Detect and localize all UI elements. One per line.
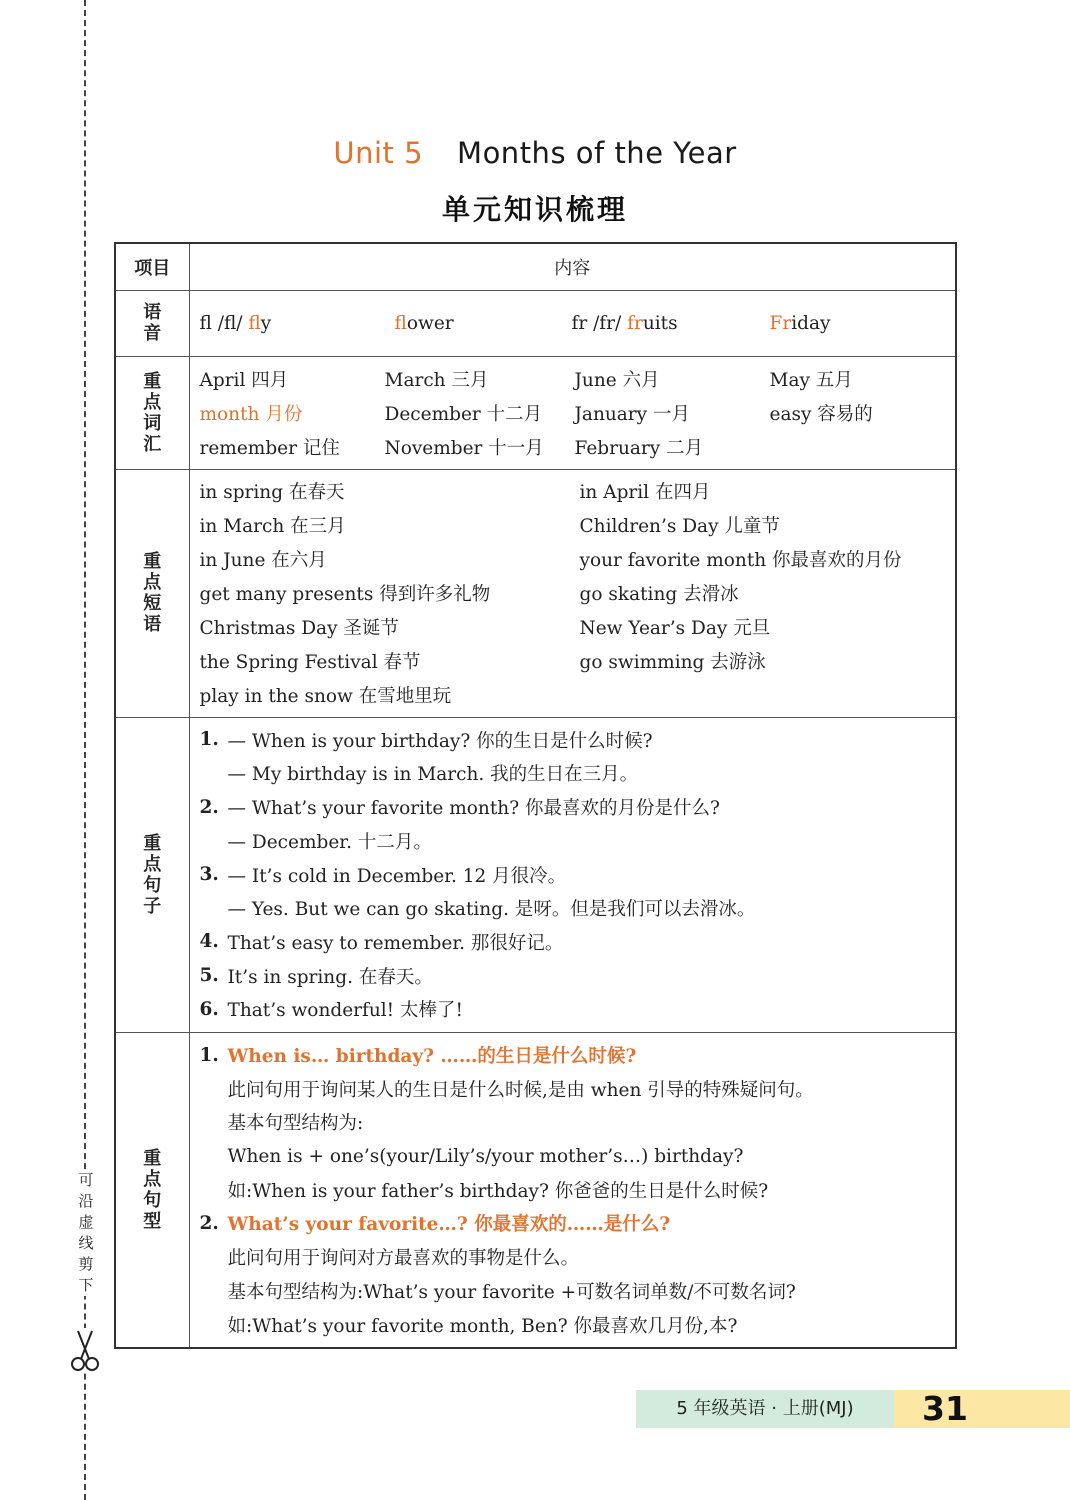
phrase-row bbox=[115, 469, 956, 717]
sound-item: fr /fr/ fruits bbox=[571, 312, 678, 334]
phrase: in spring 在春天 bbox=[199, 482, 345, 503]
sentence-line: 6. That’s wonderful! 太棒了! bbox=[199, 998, 463, 1022]
phrase: get many presents 得到许多礼物 bbox=[199, 584, 491, 605]
knowledge-table bbox=[114, 242, 957, 1349]
pattern-row bbox=[115, 1032, 956, 1348]
pattern-line: 基本句型结构为: bbox=[227, 1113, 364, 1135]
unit-name: Months of the Year bbox=[457, 136, 737, 170]
sentence-label: 重点句子 bbox=[143, 832, 162, 917]
vocab-word: February 二月 bbox=[574, 437, 704, 459]
pattern-line: 如:What’s your favorite month, Ben? 你最喜欢几月份,本? bbox=[227, 1315, 738, 1337]
sentence-line: 4. That’s easy to remember. 那很好记。 bbox=[199, 931, 564, 954]
sentence-line: — Yes. But we can go skating. 是呀。但是我们可以去滑冰。 bbox=[227, 899, 756, 921]
header-content: 内容 bbox=[189, 243, 956, 290]
phrase: your favorite month 你最喜欢的月份 bbox=[579, 550, 902, 571]
phrase: Christmas Day 圣诞节 bbox=[199, 618, 399, 639]
vocab-word: January 一月 bbox=[574, 403, 690, 425]
pattern-line: 此问句用于询问某人的生日是什么时候,是由 when 引导的特殊疑问句。 bbox=[227, 1079, 814, 1101]
sound-item: fl /fl/ fly bbox=[199, 312, 272, 334]
vocab-word: March 三月 bbox=[384, 369, 489, 391]
phrase-line bbox=[200, 610, 956, 644]
phrase-line bbox=[200, 508, 956, 542]
phrase-line bbox=[200, 644, 956, 678]
page-number: 31 bbox=[894, 1390, 1070, 1428]
phrase: in June 在六月 bbox=[199, 550, 327, 571]
vocab-line bbox=[200, 362, 956, 396]
sentence-row bbox=[115, 717, 956, 1032]
table-header-row bbox=[115, 243, 956, 290]
cut-hint: 可 沿 虚 线 剪 下 bbox=[76, 1170, 96, 1296]
vocab-line bbox=[200, 430, 956, 464]
sentence-line: 3. — It’s cold in December. 12 月很冷。 bbox=[199, 864, 567, 887]
sentence-line: 5. It’s in spring. 在春天。 bbox=[199, 965, 433, 988]
phrase-label: 重点短语 bbox=[143, 551, 162, 635]
pattern-line: 1. When is… birthday? ……的生日是什么时候? bbox=[199, 1044, 637, 1067]
footer-book-label: 5 年级英语 · 上册(MJ) bbox=[636, 1390, 894, 1428]
sound-item: flower bbox=[394, 312, 454, 334]
vocab-word: easy 容易的 bbox=[769, 403, 873, 425]
vocab-word: April 四月 bbox=[199, 369, 289, 391]
phrase-line bbox=[200, 678, 956, 712]
unit-number: Unit 5 bbox=[333, 136, 424, 170]
sentence-line: — My birthday is in March. 我的生日在三月。 bbox=[227, 764, 639, 786]
pattern-line: 如:When is your father’s birthday? 你爸爸的生日是什么时候? bbox=[227, 1180, 769, 1202]
sound-item: Friday bbox=[769, 312, 831, 334]
vocab-word: month 月份 bbox=[199, 403, 303, 425]
vocab-word: May 五月 bbox=[769, 369, 853, 391]
phrase: the Spring Festival 春节 bbox=[199, 652, 421, 673]
vocab-word: June 六月 bbox=[574, 369, 660, 391]
sound-row bbox=[115, 290, 956, 356]
phrase-line bbox=[200, 542, 956, 576]
phrase: in March 在三月 bbox=[199, 516, 346, 537]
phrase: New Year’s Day 元旦 bbox=[579, 618, 771, 639]
sentence-line: 1. — When is your birthday? 你的生日是什么时候? bbox=[199, 729, 653, 752]
vocab-line bbox=[200, 396, 956, 430]
vocab-word: December 十二月 bbox=[384, 403, 543, 425]
phrase: in April 在四月 bbox=[579, 482, 711, 503]
vocab-word: remember 记住 bbox=[199, 437, 340, 459]
sound-label: 语音 bbox=[143, 302, 162, 344]
pattern-line: 此问句用于询问对方最喜欢的事物是什么。 bbox=[227, 1248, 580, 1270]
vocab-label: 重点词汇 bbox=[143, 370, 162, 455]
pattern-line: 基本句型结构为:What’s your favorite +可数名词单数/不可数名词? bbox=[227, 1281, 796, 1303]
pattern-line: When is + one’s(your/Lily’s/your mother’s…) birthday? bbox=[227, 1145, 744, 1167]
scissors-icon bbox=[68, 1328, 102, 1372]
page-title bbox=[0, 136, 1070, 170]
phrase: go skating 去滑冰 bbox=[579, 584, 739, 605]
phrase: play in the snow 在雪地里玩 bbox=[199, 686, 452, 707]
phrase-line bbox=[200, 474, 956, 508]
pattern-label: 重点句型 bbox=[143, 1147, 162, 1232]
sentence-line: 2. — What’s your favorite month? 你最喜欢的月份是什么? bbox=[199, 796, 720, 820]
sentence-line: — December. 十二月。 bbox=[227, 831, 432, 853]
page-subtitle: 单元知识梳理 bbox=[441, 193, 628, 226]
phrase-line bbox=[200, 576, 956, 610]
phrase: go swimming 去游泳 bbox=[579, 652, 766, 673]
vocab-row bbox=[115, 356, 956, 469]
vocab-word: November 十一月 bbox=[384, 437, 544, 459]
pattern-line: 2. What’s your favorite…? 你最喜欢的……是什么? bbox=[199, 1212, 671, 1236]
header-item: 项目 bbox=[115, 243, 189, 290]
phrase: Children’s Day 儿童节 bbox=[579, 516, 780, 537]
